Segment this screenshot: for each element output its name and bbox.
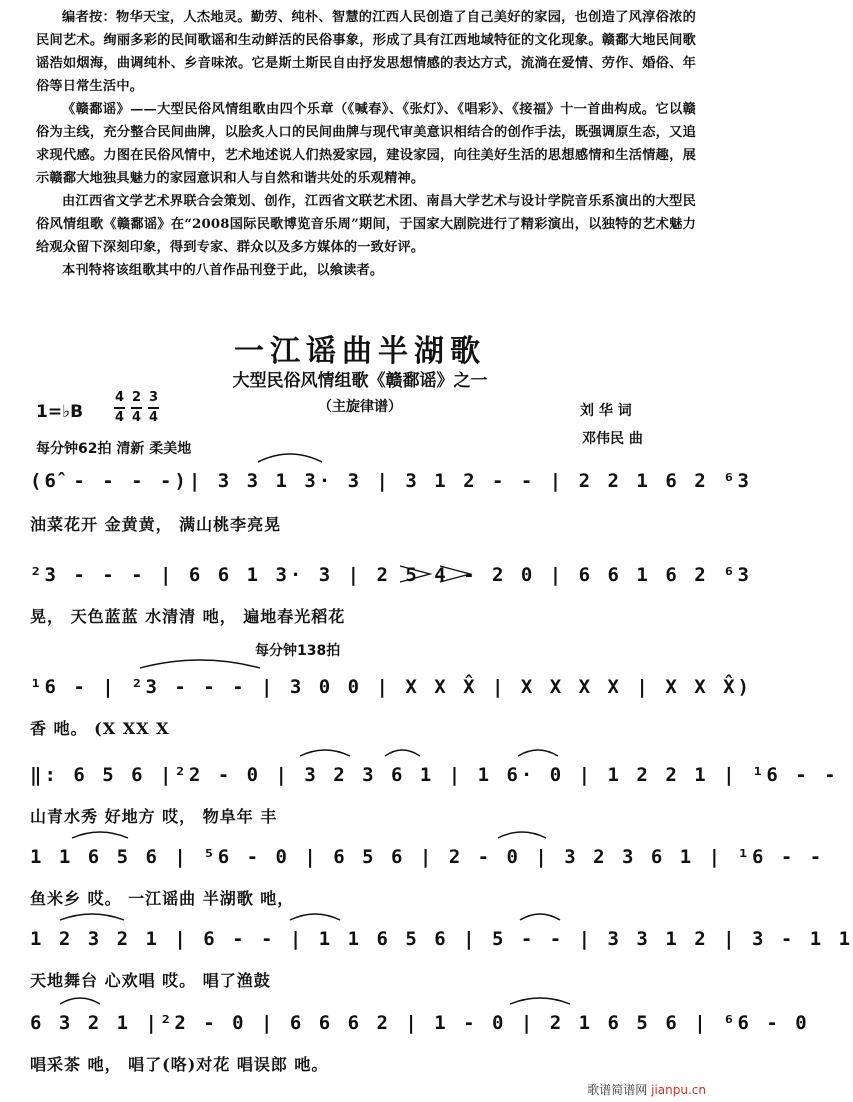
slur-mark — [60, 998, 100, 1004]
composer-credit: 邓伟民 曲 — [582, 431, 643, 447]
lyric-line: 山青水秀 好地方 哎， 物阜年 丰 — [30, 807, 278, 826]
time-signature: $\frac{4}{4}$ — [114, 390, 125, 425]
slur-mark — [520, 914, 560, 920]
score-type: （主旋律谱） — [318, 399, 402, 415]
intro-paragraph-2: 《赣鄱谣》——大型民俗风情组歌由四个乐章（《喊春》、《张灯》、《唱彩》、《接福》十一首曲构成。它以赣俗为主线，充分整合民间曲牌，以脍炙人口的民间曲牌与现代审美意识相结合的创作手法，既强调原生态，又追求现代感。力图在民俗风情中，艺术地述说人们热爱家园，建设家园，向往美好生活的思想感情和生活情趣，展示赣鄱大地独具魅力的家园意识和人与自然和谐共处的乐观精神。 — [36, 102, 696, 186]
slur-mark — [510, 998, 570, 1004]
notation-line: 1 1 6 5 6 | ⁵6 - 0 | 6 5 6 | 2 - 0 | 3 2 3 6 1 | ¹6 - - — [30, 846, 825, 868]
slur-mark — [290, 914, 340, 920]
intro-paragraph-1: 编者按：物华天宝，人杰地灵。勤劳、纯朴、智慧的江西人民创造了自己美好的家园，也创造了风淳俗浓的民间艺术。绚丽多彩的民间歌谣和生动鲜活的民俗事象，形成了具有江西地域特征的文化现象。赣鄱大地民间歌谣浩如烟海，曲调纯朴、乡音味浓。它是斯土斯民自由抒发思想情感的表达方式，流淌在爱情、劳作、婚俗、年俗等日常生活中。 — [36, 10, 696, 94]
time-signature: $\frac{2}{4}$ — [131, 390, 142, 425]
lyric-line: 晃， 天色蓝蓝 水清清 吔， 遍地春光稻花 — [30, 607, 346, 626]
time-signature: $\frac{3}{4}$ — [148, 390, 159, 425]
slur-mark — [258, 454, 322, 462]
crescendo-mark — [400, 566, 430, 582]
watermark-domain: jianpu.cn — [651, 1083, 706, 1097]
notation-line: ²3 - - - | 6 6 1 3· 3 | 2 5 4 - 2 0 | 6 6 1 6 2 ⁶3 — [30, 564, 752, 586]
notation-line: 1 2 3 2 1 | 6 - - | 1 1 6 5 6 | 5 - - | 3 3 1 2 | 3 - 1 1 — [30, 928, 853, 950]
notation-line: ‖: 6 5 6 |²2 - 0 | 3 2 3 6 1 | 1 6· 0 | 1 2 2 1 | ¹6 - - — [30, 764, 839, 786]
key-signature: 1=♭B — [36, 402, 84, 422]
tempo-change: 每分钟138拍 — [255, 643, 341, 659]
lyric-line: 油菜花开 金黄黄， 满山桃李亮晃 — [30, 515, 282, 534]
notation-line: ¹6 - | ²3 - - - | 3 0 0 | X X X̂ | X X X X | X X X̂) — [30, 676, 752, 698]
notation-line: 6 3 2 1 |²2 - 0 | 6 6 6 2 | 1 - 0 | 2 1 6 5 6 | ⁶6 - 0 — [30, 1012, 810, 1034]
slur-mark — [498, 832, 546, 838]
slur-mark — [385, 750, 420, 756]
tempo-marking: 每分钟62拍 清新 柔美地 — [36, 441, 192, 457]
song-subtitle: 大型民俗风情组歌《赣鄱谣》之一 — [232, 371, 488, 391]
lyric-line: 唱采茶 吔， 唱了(咯)对花 唱误郎 吔。 — [30, 1055, 329, 1074]
intro-paragraph-4: 本刊特将该组歌其中的八首作品刊登于此，以飨读者。 — [62, 263, 384, 278]
intro-paragraph-3: 由江西省文学艺术界联合会策划、创作，江西省文联艺术团、南昌大学艺术与设计学院音乐系演出的大型民俗风情组歌《赣鄱谣》在“2008国际民歌博览音乐周”期间，于国家大剧院进行了精彩演出，以独特的艺术魅力给观众留下深刻印象，得到专家、群众以及多方媒体的一致好评。 — [36, 194, 696, 255]
slur-mark — [300, 750, 350, 756]
lyric-line: 鱼米乡 哎。 一江谣曲 半湖歌 吔， — [30, 889, 295, 908]
lyric-line: 香 吔。 (X XX X — [30, 719, 170, 738]
slur-mark — [72, 832, 128, 838]
song-title: 一江谣曲半湖歌 — [234, 334, 486, 369]
watermark-site: 歌谱简谱网 — [587, 1083, 648, 1097]
lyricist-credit: 刘 华 词 — [580, 403, 632, 419]
site-watermark — [587, 1081, 706, 1098]
notation-line: (6̂ - - - -)| 3 3 1 3· 3 | 3 1 2 - - | 2 2 1 6 2 ⁶3 — [30, 470, 752, 492]
slur-mark — [60, 914, 124, 920]
decrescendo-mark — [440, 566, 470, 582]
lyric-line: 天地舞台 心欢唱 哎。 唱了渔鼓 — [30, 971, 271, 990]
slur-mark — [140, 660, 260, 668]
slur-mark — [518, 750, 558, 756]
